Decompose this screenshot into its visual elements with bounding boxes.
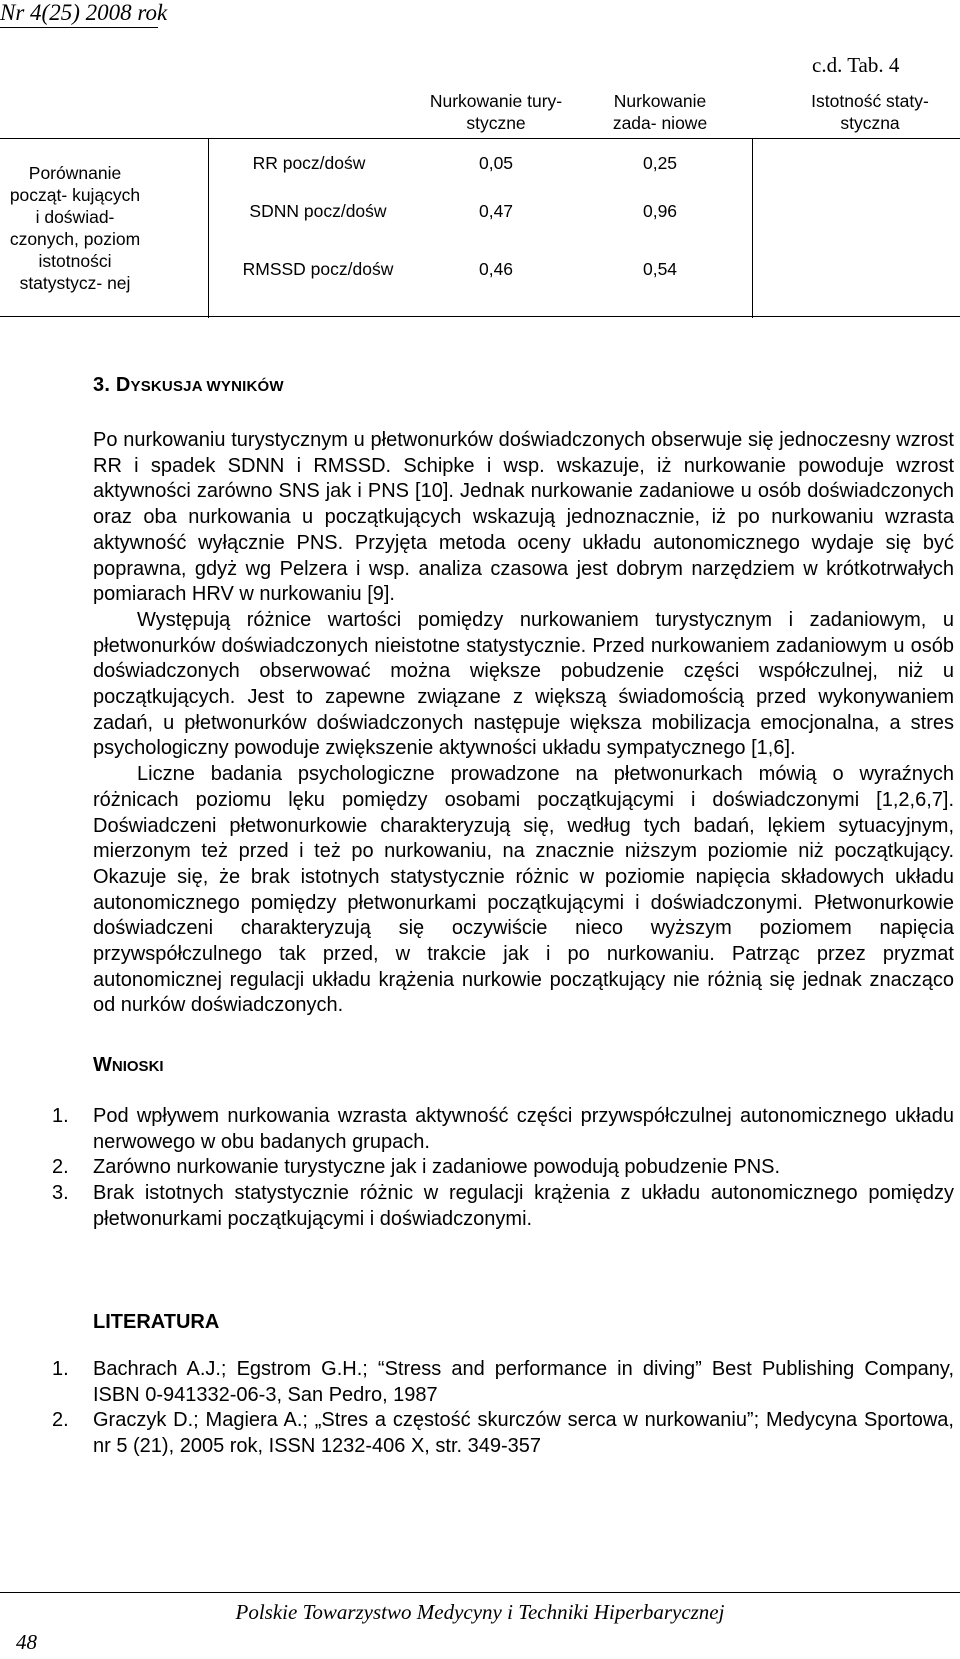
row-label: RR pocz/dośw — [252, 153, 366, 173]
results-table — [0, 78, 960, 318]
section-title: YSKUSJA WYNIKÓW — [130, 378, 284, 395]
col-header-turystyczne: Nurkowanie tury- styczne — [429, 91, 563, 133]
value-turystyczne: 0,05 — [478, 153, 514, 173]
list-item — [52, 1357, 954, 1408]
conclusions-list — [52, 1104, 954, 1233]
list-item-text: Graczyk D.; Magiera A.; „Stres a częstość skurczów serca w nurkowaniu”; Medycyna Sportowa, nr 5 (21), 2005 rok, ISSN 1232-406 X, str. 349-357 — [93, 1409, 954, 1458]
list-item-number: 3. — [52, 1182, 69, 1205]
value-zadaniowe: 0,25 — [642, 153, 678, 173]
table-continuation-label: c.d. Tab. 4 — [812, 53, 900, 77]
list-item-number: 2. — [52, 1156, 69, 1179]
list-item — [52, 1181, 954, 1232]
section-number: 3. D — [93, 374, 131, 396]
list-item — [52, 1104, 954, 1155]
conclusions-heading — [93, 1052, 164, 1080]
conclusions-title-rest: NIOSKI — [111, 1058, 164, 1075]
value-zadaniowe: 0,96 — [642, 201, 678, 221]
col-header-istotnosc: Istotność staty- styczna — [811, 91, 929, 133]
paragraph: Występują różnice wartości pomiędzy nurkowaniem turystycznym i zadaniowym, u płetwonurków doświadczonych nieistotne statystycznie. Przed nurkowaniem zadaniowym u osób doświadczonych obserwować można większe pobudzenie części współczulnej, niż u początkujących. Jest to zapewne związane z większą świadomością przed wykonywaniem zadań, u płetwonurków doświadczonych następuje większa mobilizacja emocjonalna, a stres psychologiczny powoduje zwiększenie aktywności układu sympatycznego [1,6]. — [93, 608, 954, 760]
list-item — [52, 1155, 954, 1181]
header-rule — [0, 27, 158, 28]
list-item-text: Brak istotnych statystycznie różnic w regulacji krążenia z układu autonomicznego pomiędzy płetwonurkami początkującymi i doświadczonymi. — [93, 1182, 954, 1230]
list-item — [52, 1408, 954, 1459]
value-turystyczne: 0,47 — [478, 201, 514, 221]
footer-society: Polskie Towarzystwo Medycyny i Techniki Hiperbarycznej — [235, 1600, 725, 1624]
page-number: 48 — [16, 1630, 37, 1654]
paragraph: Liczne badania psychologiczne prowadzone na płetwonurkach mówią o wyraźnych różnicach poziomu lęku pomiędzy osobami początkującymi i doświadczonymi [1,2,6,7]. Doświadczeni płetwonurkowie charakteryzują się, według tych badań, lękiem sytuacyjnym, mierzonym też przed i też po nurkowaniu, na znacznie niższym poziomie niż początkujący. Okazuje się, że brak istotnych statystycznie różnic w poziomie napięcia składowych układu autonomicznego pomiędzy płetwonurkami początkującymi i doświadczonymi. Płetwonurkowie doświadczeni charakteryzują się oczywiście nieco wyższym poziomem napięcia przywspółczulnego tak przed, w trakcie jak i po nurkowaniu. Patrząc przez pryzmat autonomicznej regulacji układu krążenia nurkowie początkujący nie różnią się jednak znacząco od nurków doświadczonych. — [93, 763, 954, 1017]
journal-issue: Nr 4(25) 2008 rok — [0, 0, 168, 25]
paragraph: Po nurkowaniu turystycznym u płetwonurków doświadczonych obserwuje się jednoczesny wzrost RR i spadek SDNN i RMSSD. Schipke i wsp. wskazuje, iż nurkowanie powoduje wzrost aktywności zarówno SNS jak i PNS [10]. Jednak nurkowanie zadaniowe u osób doświadczonych oraz oba nurkowania u początkujących wskazują jednoznacznie, iż po nurkowaniu wzrasta aktywność wyłącznie PNS. Przyjęta metoda oceny układu autonomicznego wydaje się być poprawna, gdyż wg Pelzera i wsp. analiza czasowa jest dobrym narzędziem w krótkotrwałych pomiarach HRV w nurkowaniu [9]. — [93, 429, 954, 606]
literature-heading: LITERATURA — [93, 1311, 220, 1333]
col-header-zadaniowe: Nurkowanie zada- niowe — [612, 91, 708, 133]
table-bottom-rule — [0, 316, 960, 317]
value-turystyczne: 0,46 — [478, 259, 514, 279]
discussion-body — [93, 428, 954, 1019]
table-header-rule — [0, 138, 960, 139]
list-item-text: Pod wpływem nurkowania wzrasta aktywność części przywspółczulnej autonomicznego układu nerwowego w obu badanych grupach. — [93, 1105, 954, 1153]
list-item-number: 1. — [52, 1105, 69, 1127]
literature-list — [52, 1357, 954, 1460]
list-item-text: Zarówno nurkowanie turystyczne jak i zadaniowe powodują pobudzenie PNS. — [93, 1156, 781, 1179]
value-zadaniowe: 0,54 — [642, 259, 678, 279]
footer-rule — [0, 1592, 960, 1593]
section-heading-discussion — [93, 372, 284, 400]
row-group-label: Porównanie począt- kujących i doświad- czonych, poziom istotności statystycz- nej — [9, 163, 141, 293]
table-row — [0, 152, 960, 176]
row-label: RMSSD pocz/dośw — [242, 259, 394, 279]
list-item-text: Bachrach A.J.; Egstrom G.H.; “Stress and performance in diving” Best Publishing Company, ISBN 0-941332-06-3, San Pedro, 1987 — [93, 1358, 954, 1406]
conclusions-title-first: W — [93, 1054, 112, 1076]
list-item-number: 1. — [52, 1358, 69, 1380]
list-item-number: 2. — [52, 1409, 69, 1432]
table-row — [0, 200, 960, 224]
table-row — [0, 258, 960, 282]
row-label: SDNN pocz/dośw — [249, 201, 387, 221]
